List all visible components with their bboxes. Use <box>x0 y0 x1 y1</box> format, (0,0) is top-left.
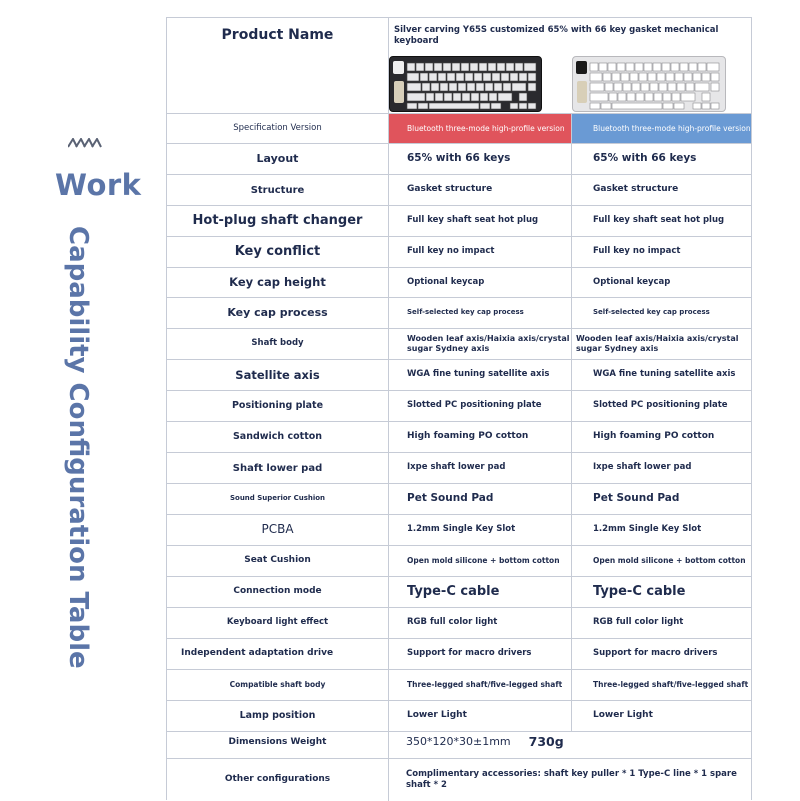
product-value: Silver carving Y65S customized 65% with 66 key gasket mechanical keyboard <box>394 25 719 47</box>
keyboard-image-black <box>389 56 542 112</box>
spec-value-2: Lower Light <box>593 710 653 721</box>
spec-value-1: 65% with 66 keys <box>389 144 572 174</box>
spec-label: Positioning plate <box>167 391 389 421</box>
spec-row <box>167 268 751 298</box>
spec-value-2: RGB full color light <box>593 617 684 628</box>
dimensions-value: 350*120*30±1mm 730g <box>406 734 564 750</box>
spec-value-1: Three-legged shaft/five-legged shaft <box>389 670 572 700</box>
spec-value-2: Full key shaft seat hot plug <box>593 215 725 226</box>
other-label: Other configurations <box>167 759 389 801</box>
spec-value-1: 1.2mm Single Key Slot <box>389 515 572 545</box>
spec-value-1: Gasket structure <box>389 175 572 205</box>
spec-row <box>167 453 751 484</box>
spec-value-2: Wooden leaf axis/Haixia axis/crystal sugar Sydney axis <box>576 333 739 353</box>
dimensions-row <box>167 727 751 759</box>
side-panel <box>0 0 165 800</box>
version-label: Specification Version <box>167 114 389 143</box>
spec-value-1: Slotted PC positioning plate <box>389 391 572 421</box>
spec-row <box>167 515 751 546</box>
side-subtitle: Capability Configuration Table <box>63 226 93 669</box>
spec-label: Key conflict <box>167 237 389 267</box>
other-row <box>167 759 751 801</box>
spec-row <box>167 391 751 422</box>
spec-value-2: WGA fine tuning satellite axis <box>593 369 736 380</box>
spec-row <box>167 577 751 608</box>
brand-logo-icon <box>68 138 102 148</box>
spec-value-2: High foaming PO cotton <box>593 431 715 442</box>
spec-label: Seat Cushion <box>167 546 389 576</box>
version-v2: Bluetooth three-mode high-profile version <box>572 114 751 143</box>
spec-row <box>167 422 751 453</box>
spec-label: Sound Superior Cushion <box>167 484 389 514</box>
spec-value-1: Open mold silicone + bottom cotton <box>389 546 572 576</box>
version-v1: Bluetooth three-mode high-profile version <box>389 114 572 143</box>
dimensions-label: Dimensions Weight <box>167 727 389 758</box>
spec-label: Layout <box>167 144 389 174</box>
spec-label: Compatible shaft body <box>167 670 389 700</box>
spec-label: Sandwich cotton <box>167 422 389 452</box>
spec-value-2: 1.2mm Single Key Slot <box>593 524 702 535</box>
weight-value: 730g <box>528 734 564 750</box>
spec-value-2: Three-legged shaft/five-legged shaft <box>593 680 749 690</box>
spec-row <box>167 546 751 577</box>
spec-label: Satellite axis <box>167 360 389 390</box>
spec-value-1: Ixpe shaft lower pad <box>389 453 572 483</box>
spec-value-2: Self-selected key cap process <box>593 308 710 317</box>
spec-value-1: Self-selected key cap process <box>389 298 572 328</box>
spec-value-1: Pet Sound Pad <box>389 484 572 514</box>
spec-label: Key cap height <box>167 268 389 297</box>
spec-row <box>167 144 751 175</box>
spec-label: Connection mode <box>167 577 389 607</box>
spec-value-2: Open mold silicone + bottom cotton <box>593 556 746 566</box>
spec-label: Shaft lower pad <box>167 453 389 483</box>
product-label: Product Name <box>167 18 389 113</box>
spec-row <box>167 360 751 391</box>
spec-label: Shaft body <box>167 329 389 359</box>
spec-row <box>167 329 751 360</box>
spec-row <box>167 206 751 237</box>
version-row <box>167 114 751 144</box>
spec-label: Hot-plug shaft changer <box>167 206 389 236</box>
spec-row <box>167 639 751 670</box>
spec-value-1: WGA fine tuning satellite axis <box>389 360 572 390</box>
spec-label: Keyboard light effect <box>167 608 389 638</box>
spec-row <box>167 298 751 329</box>
spec-value-1: RGB full color light <box>389 608 572 638</box>
spec-value-1: Support for macro drivers <box>389 639 572 669</box>
spec-value-1: Optional keycap <box>389 268 572 297</box>
spec-label: Key cap process <box>167 298 389 328</box>
spec-value-1: Full key shaft seat hot plug <box>389 206 572 236</box>
spec-value-1: Type-C cable <box>389 577 572 607</box>
side-title: Work <box>55 168 142 202</box>
spec-row <box>167 175 751 206</box>
keyboard-image-white <box>572 56 726 112</box>
spec-value-2: Ixpe shaft lower pad <box>593 462 692 473</box>
spec-value-2: Gasket structure <box>593 184 679 195</box>
spec-value-2: Pet Sound Pad <box>593 492 680 505</box>
other-value: Complimentary accessories: shaft key puller * 1 Type-C line * 1 spare shaft * 2 <box>406 768 737 790</box>
spec-value-2: Full key no impact <box>593 246 681 257</box>
spec-label: Independent adaptation drive <box>167 639 389 669</box>
spec-row <box>167 484 751 515</box>
spec-value-1: Wooden leaf axis/Haixia axis/crystal sugar Sydney axis <box>389 329 572 359</box>
spec-label: Structure <box>167 175 389 205</box>
spec-value-2: Slotted PC positioning plate <box>593 400 728 411</box>
spec-value-1: High foaming PO cotton <box>389 422 572 452</box>
spec-label: PCBA <box>167 515 389 545</box>
spec-row <box>167 237 751 268</box>
spec-row <box>167 670 751 701</box>
spec-label: Lamp position <box>167 701 389 731</box>
spec-value-1: Lower Light <box>389 701 572 731</box>
spec-table <box>166 17 752 800</box>
spec-value-2: Type-C cable <box>593 583 686 599</box>
spec-row <box>167 608 751 639</box>
spec-value-1: Full key no impact <box>389 237 572 267</box>
spec-value-2: Optional keycap <box>593 276 671 287</box>
product-row <box>167 18 751 114</box>
spec-value-2: Support for macro drivers <box>593 648 718 659</box>
spec-value-2: 65% with 66 keys <box>593 152 697 165</box>
